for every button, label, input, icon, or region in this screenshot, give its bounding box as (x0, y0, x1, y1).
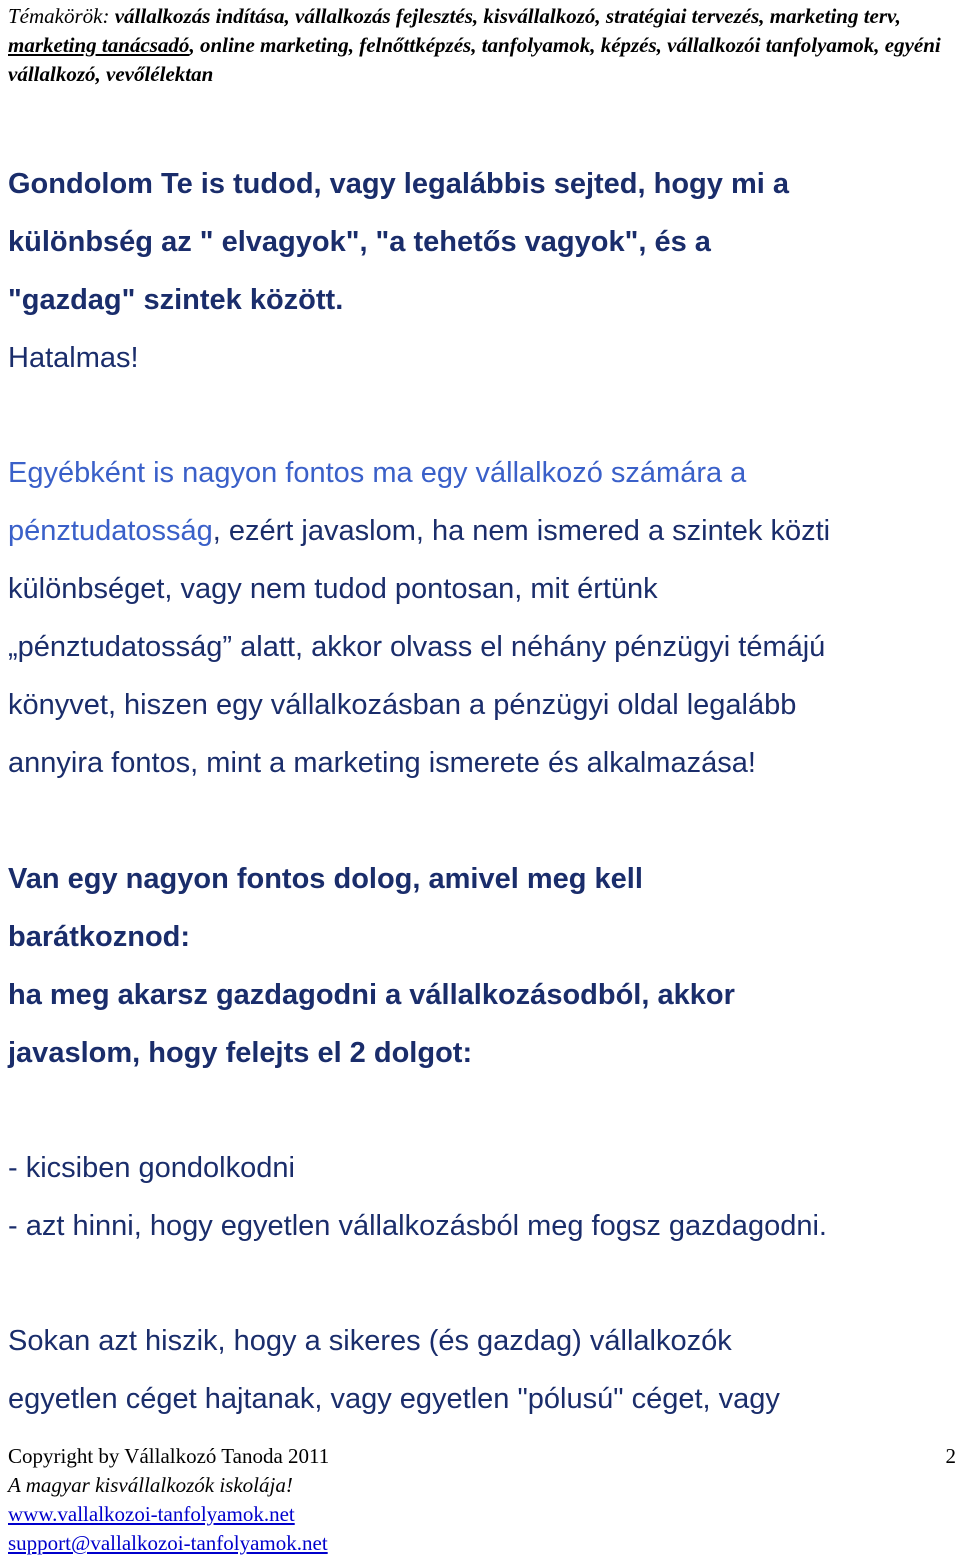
link-penztudatossag[interactable]: pénztudatosság (8, 515, 213, 547)
topics-link-marketing-tanacsado[interactable]: marketing tanácsadó (8, 33, 190, 57)
heading-line: Van egy nagyon fontos dolog, amivel meg kell (8, 863, 643, 895)
paragraph-line: különbséget, vagy nem tudod pontosan, mit értünk (8, 573, 658, 605)
list-item: - azt hinni, hogy egyetlen vállalkozásból meg fogsz gazdagodni. (8, 1210, 827, 1242)
topics-part-2: , online marketing, felnőttképzés, tanfolyamok, képzés, vállalkozói tanfolyamok, egyéni vállalkozó, vevőlélektan (8, 33, 941, 86)
heading-exclamation: Hatalmas! (8, 342, 139, 374)
heading-line: különbség az " elvagyok", "a tehetős vagyok", és a (8, 226, 711, 258)
topics-list (8, 4, 941, 86)
paragraph-line: egyetlen céget hajtanak, vagy egyetlen "pólusú" céget, vagy (8, 1383, 780, 1415)
heading-line: barátkoznod: (8, 921, 191, 953)
paragraph-line: Sokan azt hiszik, hogy a sikeres (és gazdag) vállalkozók (8, 1325, 732, 1357)
page-footer (8, 1442, 958, 1558)
heading-line: "gazdag" szintek között. (8, 284, 344, 316)
forget-list (8, 1139, 956, 1255)
heading-wealth-levels (8, 155, 956, 387)
paragraph-money-awareness (8, 444, 956, 792)
heading-line: Gondolom Te is tudod, vagy legalábbis sejted, hogy mi a (8, 168, 789, 200)
heading-important-thing (8, 850, 956, 1082)
paragraph-line: annyira fontos, mint a marketing ismerete és alkalmazása! (8, 747, 756, 779)
topics-label: Témakörök: (8, 4, 115, 28)
topics-part-1: vállalkozás indítása, vállalkozás fejlesztés, kisvállalkozó, stratégiai tervezés, marketing terv, (114, 4, 901, 28)
heading-line: javaslom, hogy felejts el 2 dolgot: (8, 1037, 473, 1069)
paragraph-text: , ezért javaslom, ha nem ismered a szintek közti (212, 515, 831, 547)
topics-header (8, 2, 953, 89)
paragraph-successful-entrepreneurs (8, 1312, 956, 1428)
link-intro-line[interactable]: Egyébként is nagyon fontos ma egy vállalkozó számára a (8, 457, 747, 489)
page-number: 2 (945, 1444, 956, 1468)
paragraph-line: „pénztudatosság” alatt, akkor olvass el néhány pénzügyi témájú (8, 631, 826, 663)
footer-tagline: A magyar kisvállalkozók iskolája! (8, 1473, 293, 1497)
heading-line: ha meg akarsz gazdagodni a vállalkozásodból, akkor (8, 979, 735, 1011)
paragraph-line: könyvet, hiszen egy vállalkozásban a pénzügyi oldal legalább (8, 689, 797, 721)
list-item: - kicsiben gondolkodni (8, 1152, 295, 1184)
footer-website-link[interactable]: www.vallalkozoi-tanfolyamok.net (8, 1502, 295, 1526)
footer-email-link[interactable]: support@vallalkozoi-tanfolyamok.net (8, 1531, 328, 1555)
footer-copyright: Copyright by Vállalkozó Tanoda 2011 (8, 1444, 330, 1468)
